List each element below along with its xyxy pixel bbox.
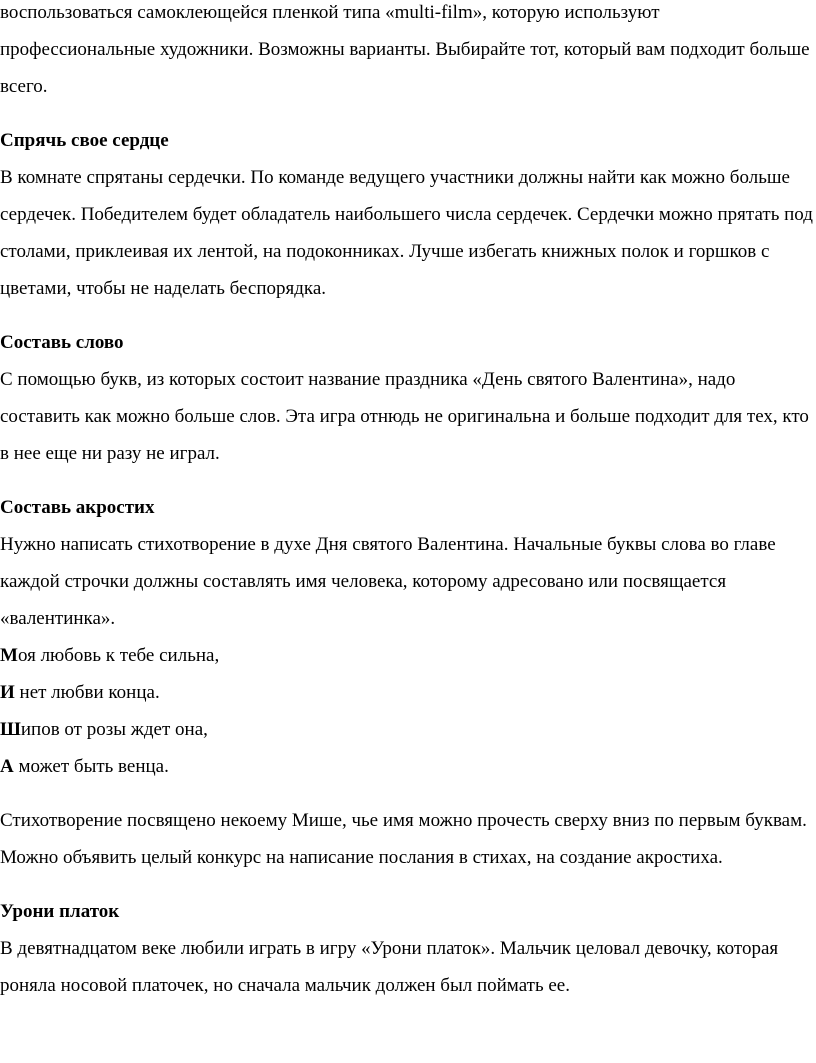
section-heading-acrostic: Составь акростих (0, 497, 155, 518)
poem-rest: нет любви конца. (14, 682, 160, 703)
poem-line (0, 637, 816, 674)
spacer (0, 472, 816, 489)
poem-initial: А (0, 756, 14, 777)
section-text-acrostic: Нужно написать стихотворение в духе Дня святого Валентина. Начальные буквы слова во главе каждой строчки должны составлять имя человека, которому адресовано или посвящается «валентинка». (0, 534, 776, 629)
section-text-make-word: С помощью букв, из которых состоит название праздника «День святого Валентина», надо составить как можно больше слов. Эта игра отнюдь не оригинальна и больше подходит для тех, кто в нее еще ни разу не играл. (0, 369, 809, 464)
section-heading-make-word: Составь слово (0, 332, 124, 353)
poem-rest: может быть венца. (13, 756, 169, 777)
poem-initial: И (0, 682, 15, 703)
section-heading-hide-heart: Спрячь свое сердце (0, 130, 169, 151)
poem-rest: оя любовь к тебе сильна, (17, 645, 220, 666)
poem-line (0, 711, 816, 748)
spacer (0, 307, 816, 324)
poem-rest: ипов от розы ждет она, (20, 719, 208, 740)
poem-initial: Ш (0, 719, 21, 740)
poem-line (0, 674, 816, 711)
spacer (0, 105, 816, 122)
intro-paragraph: воспользоваться самоклеющейся пленкой типа «multi-film», которую используют профессиональные художники. Возможны варианты. Выбирайте тот, который вам подходит больше всего. (0, 2, 810, 97)
section-heading-drop-handkerchief: Урони платок (0, 901, 120, 922)
section-text-drop-handkerchief: В девятнадцатом веке любили играть в игру «Урони платок». Мальчик целовал девочку, которая роняла носовой платочек, но сначала мальчик должен был поймать ее. (0, 938, 779, 996)
poem-initial: М (0, 645, 18, 666)
spacer (0, 785, 816, 802)
spacer (0, 876, 816, 893)
section-text-hide-heart: В комнате спрятаны сердечки. По команде ведущего участники должны найти как можно больше сердечек. Победителем будет обладатель наибольшего числа сердечек. Сердечки можно прятать под столами, приклеивая их лентой, на подоконниках. Лучше избегать книжных полок и горшков с цветами, чтобы не наделать беспорядка. (0, 167, 813, 299)
poem-line (0, 748, 816, 785)
section-text-acrostic-after: Стихотворение посвящено некоему Мише, чье имя можно прочесть сверху вниз по первым буквам. Можно объявить целый конкурс на написание послания в стихах, на создание акростиха. (0, 810, 807, 868)
